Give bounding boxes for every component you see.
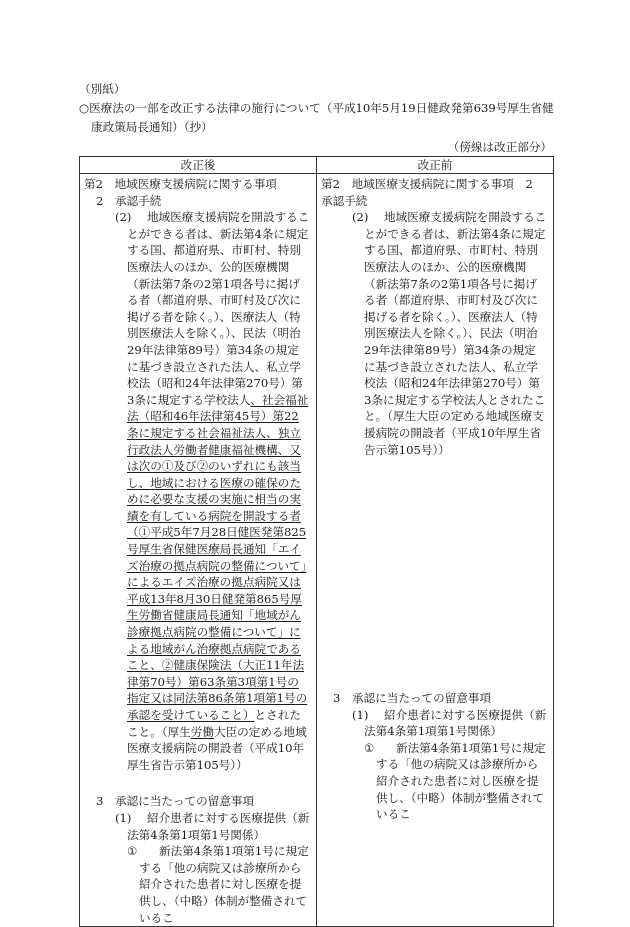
after-item-1 xyxy=(84,810,310,843)
after-paragraph-2-tail-b: 大臣の定める地域医療支援病院の開設者（平成10年厚生省告示第105号）） xyxy=(127,724,307,772)
before-paragraph-2 xyxy=(321,209,547,458)
before-item-1-text: 紹介患者に対する医療提供（新法第4条第1項第1号関係） xyxy=(364,707,547,739)
column-header-after: 改正後 xyxy=(80,157,317,174)
after-paragraph-2-tail-a: とされたこと。（厚生 xyxy=(127,708,301,739)
after-paragraph-2-number: (2) xyxy=(115,210,132,225)
after-paragraph-2-text: 地域医療支援病院を開設することができる者は、新法第4条に規定する国、都道府県、市町村、特別医療法人のほか、公的医療機関（新法第7条の2第1項各号に掲げる者（都道府県、市町村及び次に掲げる者を除く。）、医療法人（特別医療法人を除く。）、民法（明治29年法律第89号）第34条の規定に基づき設立された法人、私立学校法（昭和24年法律第270号）第3条に規定する学校法人 xyxy=(127,210,310,407)
table-row xyxy=(80,174,554,927)
column-header-before: 改正前 xyxy=(317,157,554,174)
before-item-1-number: (1) xyxy=(352,707,369,722)
underline-legend: （傍線は改正部分） xyxy=(447,140,552,154)
after-subsection-3-heading: 3 承認に当たっての留意事項 xyxy=(96,794,255,809)
after-paragraph-2-amended-word: 労働 xyxy=(190,724,214,739)
after-column xyxy=(80,174,317,927)
before-item-1a-text: 新法第4条第1項第1号に規定する「他の病院又は診療所から紹介された患者に対し医療を提供し、（中略）体制が整備されているこ xyxy=(376,740,546,822)
before-item-1a-number: ① xyxy=(364,740,375,755)
after-item-1-number: (1) xyxy=(115,810,132,825)
table-header-row xyxy=(80,157,554,174)
before-item-1 xyxy=(321,707,547,740)
document-title-line2: 康政策局長通知）（抄） xyxy=(91,120,213,134)
after-paragraph-2-amended-text: 、社会福祉法（昭和46年法律第45号）第22条に規定する社会福祉法人、独立行政法人労働者健康福祉機構、又は次の①及び②のいずれにも該当し、地域における医療の確保のために必要な支援の実施に相当の実績を有している病院を開設する者（①平成5年7月28日健医発第825号厚生省保健医療局長通知「エイズ治療の拠点病院の整備について」によるエイズ治療の拠点病院又は平成13年8月30日健発第865号厚生労働省健康局長通知「地域がん診療拠点病院の整備について」による地域がん治療拠点病院であること、②健康保険法（大正11年法律第70号）第63条第3項第1号の指定又は同法第86条第1項第1号の承認を受けていること） xyxy=(127,392,309,722)
after-paragraph-2 xyxy=(84,209,310,773)
after-item-1a-text: 新法第4条第1項第1号に規定する「他の病院又は診療所から紹介された患者に対し医療を提供し、（中略）体制が整備されているこ xyxy=(139,844,309,925)
after-item-1a xyxy=(84,843,310,926)
after-item-1-text: 紹介患者に対する医療提供（新法第4条第1項第1号関係） xyxy=(127,810,310,842)
before-section-heading: 第2 地域医療支援病院に関する事項 2 承認手続 xyxy=(321,177,545,208)
before-paragraph-2-text: 地域医療支援病院を開設することができる者は、新法第4条に規定する国、都道府県、市町村、特別医療法人のほか、公的医療機関（新法第7条の2第1項各号に掲げる者（都道府県、市町村及び次に掲げる者を除く。）、医療法人（特別医療法人を除く。）、民法（明治29年法律第89号）第34条の規定に基づき設立された法人、私立学校法（昭和24年法律第270号）第3条に規定する学校法人とされたこと。（厚生大臣の定める地域医療支援病院の開設者（平成10年厚生省告示第105号）） xyxy=(364,210,547,457)
before-paragraph-2-number: (2) xyxy=(352,210,369,225)
annex-label: （別紙） xyxy=(79,82,126,96)
before-subsection-3-heading: 3 承認に当たっての留意事項 xyxy=(333,691,492,706)
document-title xyxy=(79,99,559,137)
document-title-line1: ○医療法の一部を改正する法律の施行について（平成10年5月19日健政発第639号厚生省健 xyxy=(79,101,554,115)
before-item-1a xyxy=(321,740,547,823)
after-section-heading: 第2 地域医療支援病院に関する事項 xyxy=(84,177,277,191)
comparison-table xyxy=(79,156,554,927)
after-item-1a-number: ① xyxy=(127,844,138,859)
after-subsection-heading: 2 承認手続 xyxy=(96,193,162,208)
before-column xyxy=(317,174,554,927)
